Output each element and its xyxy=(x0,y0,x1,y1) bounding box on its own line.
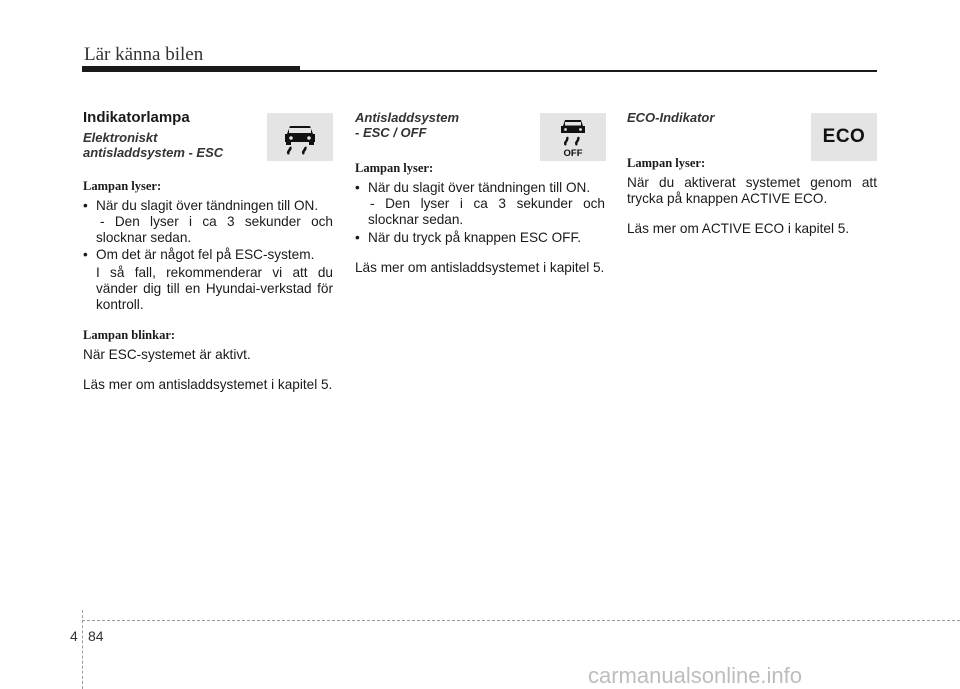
lamp-on-label: Lampan lyser: xyxy=(627,156,706,170)
eco-subheading: ECO-Indikator xyxy=(627,110,715,125)
esc-off-indicator-icon-box xyxy=(540,113,606,161)
section-title: Lär känna bilen xyxy=(84,44,204,65)
indicator-heading: Indikatorlampa xyxy=(83,109,190,126)
paragraph: Läs mer om ACTIVE ECO i kapitel 5. xyxy=(627,221,850,236)
eco-indicator-icon-box xyxy=(811,113,877,161)
esc-indicator-icon-box xyxy=(267,113,333,161)
header-bar-thin xyxy=(300,70,877,72)
lamp-blink-label: Lampan blinkar: xyxy=(83,328,176,342)
footer-guide-horizontal xyxy=(82,620,960,621)
bullet-icon: • xyxy=(83,198,88,213)
bullet-icon: • xyxy=(355,230,360,245)
list-subitem: - Den lyser i ca 3 sekunder och slocknar sedan. xyxy=(368,196,605,227)
esc-subheading: Elektroniskt antisladdsystem - ESC xyxy=(83,130,224,160)
list-subitem: I så fall, rekommenderar vi att du vänder dig till en Hyundai-verkstad för kontroll. xyxy=(96,265,333,312)
lamp-on-label: Lampan lyser: xyxy=(83,179,162,193)
header-bar-thick xyxy=(82,66,300,72)
bullet-icon: • xyxy=(355,180,360,195)
list-item: • När du slagit över tändningen till ON. xyxy=(355,180,591,195)
esc-off-icon xyxy=(553,115,593,159)
list-item: • När du slagit över tändningen till ON. xyxy=(83,198,319,213)
list-item: • När du tryck på knappen ESC OFF. xyxy=(355,230,582,245)
chapter-number: 4 xyxy=(70,628,78,644)
page-number: 84 xyxy=(88,628,104,644)
watermark: carmanualsonline.info xyxy=(588,663,803,688)
esc-car-skid-icon xyxy=(280,117,320,157)
footer-guide-vertical xyxy=(82,610,83,689)
paragraph: När du aktiverat systemet genom att trycka på knappen ACTIVE ECO. xyxy=(627,175,877,206)
lamp-on-label: Lampan lyser: xyxy=(355,161,434,175)
paragraph: Läs mer om antisladdsystemet i kapitel 5. xyxy=(83,377,333,392)
esc-off-subheading-line1: Antisladdsystem xyxy=(355,110,460,125)
bullet-icon: • xyxy=(83,247,88,262)
paragraph: När ESC-systemet är aktivt. xyxy=(83,347,251,362)
list-subitem: - Den lyser i ca 3 sekunder och slocknar sedan. xyxy=(96,214,333,245)
esc-off-icon-label: OFF xyxy=(563,148,583,159)
paragraph: Läs mer om antisladdsystemet i kapitel 5. xyxy=(355,260,605,275)
list-item: • Om det är något fel på ESC-system. xyxy=(83,247,315,262)
esc-off-subheading-line2: - ESC / OFF xyxy=(355,125,427,140)
eco-indicator-label: ECO xyxy=(822,126,866,147)
